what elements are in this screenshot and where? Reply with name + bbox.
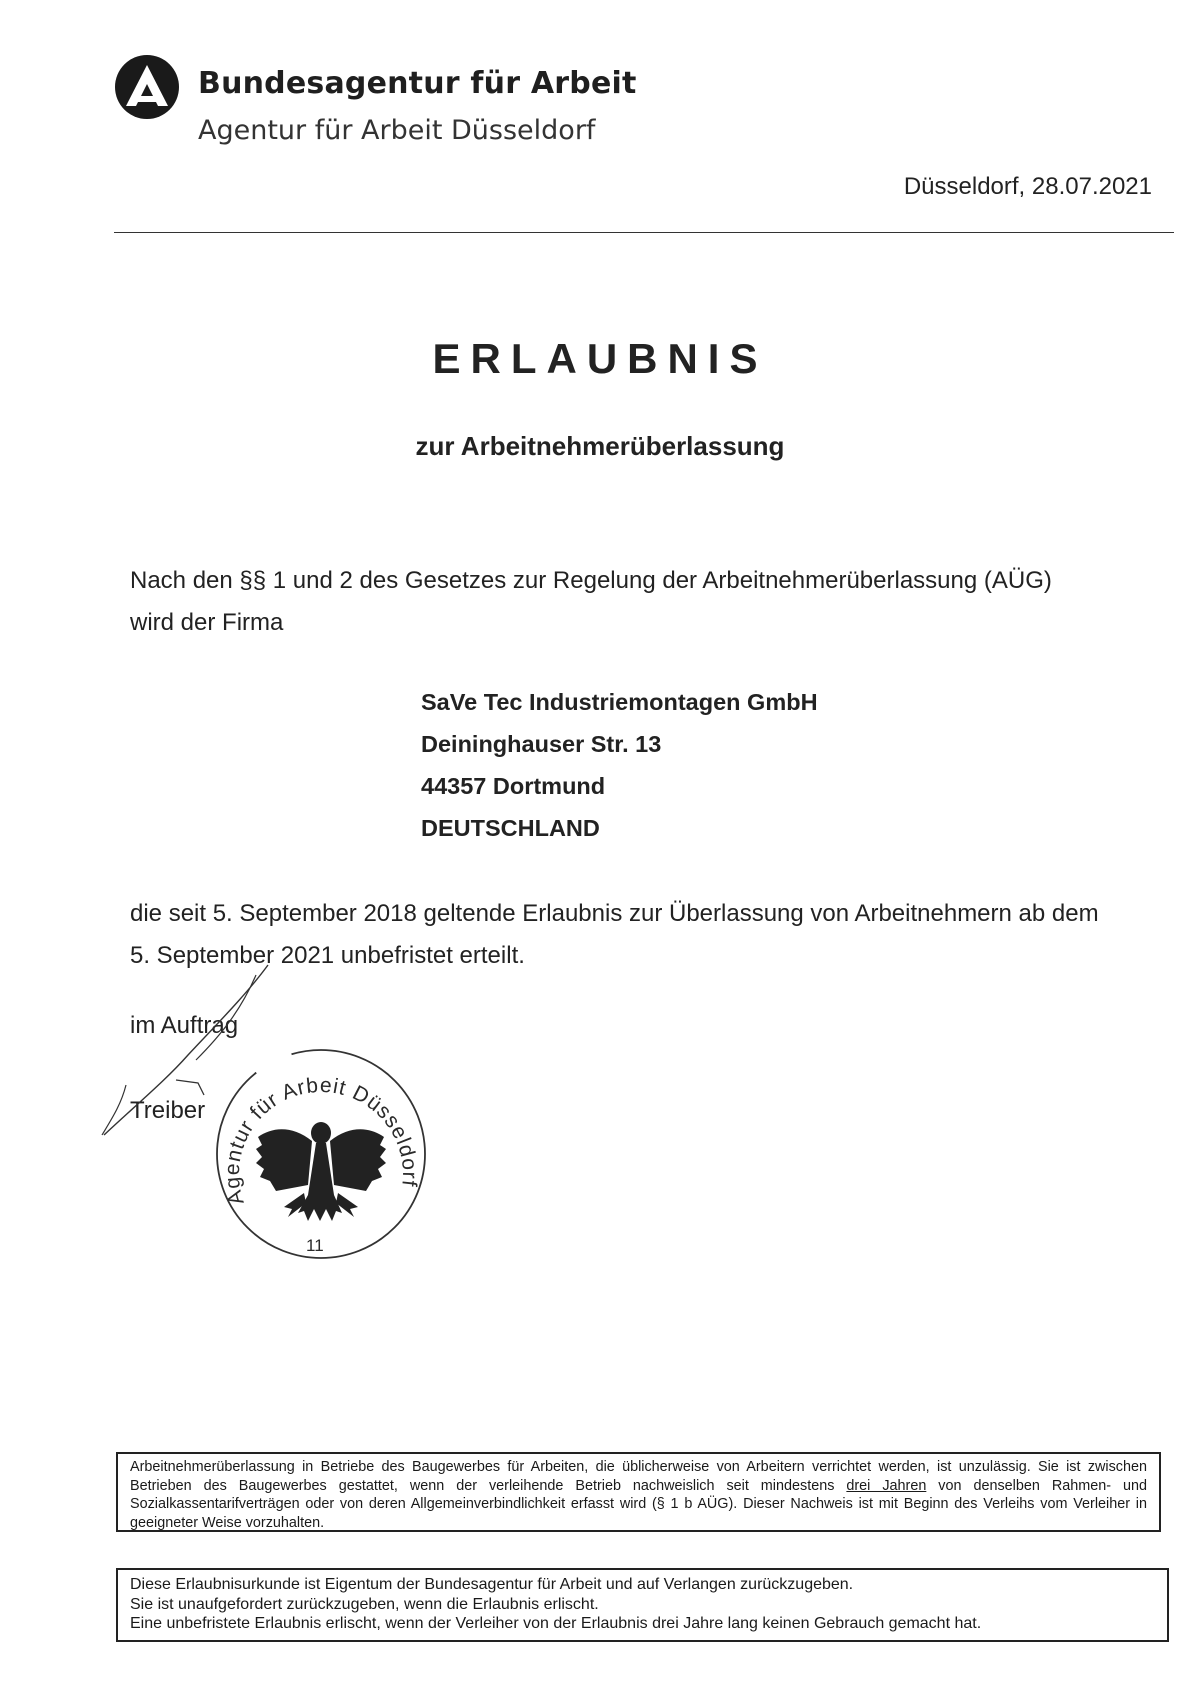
- ba-logo-icon: [114, 54, 180, 120]
- document-subtitle: zur Arbeitnehmerüberlassung: [415, 431, 785, 461]
- grant-line-2: 5. September 2021 unbefristet erteilt.: [130, 942, 525, 969]
- company-country: DEUTSCHLAND: [421, 815, 600, 841]
- ownership-notice-box: [116, 1568, 1169, 1642]
- place-and-date: Düsseldorf, 28.07.2021: [903, 173, 1152, 200]
- intro-line-2: wird der Firma: [130, 609, 284, 636]
- company-city: 44357 Dortmund: [421, 773, 606, 799]
- signatory-name: Treiber: [130, 1097, 206, 1124]
- header-divider: [114, 232, 1174, 233]
- seal-ring-text: Agentur für Arbeit Düsseldorf: [220, 1073, 422, 1208]
- company-name: SaVe Tec Industriemontagen GmbH: [421, 689, 818, 715]
- seal-number: 11: [306, 1236, 324, 1255]
- company-street: Deininghauser Str. 13: [421, 731, 662, 757]
- federal-eagle-icon: [256, 1122, 386, 1221]
- organization-name: Bundesagentur für Arbeit: [198, 66, 637, 101]
- organization-subunit: Agentur für Arbeit Düsseldorf: [198, 115, 596, 146]
- grant-line-1: die seit 5. September 2018 geltende Erlaubnis zur Überlassung von Arbeitnehmern ab dem: [130, 900, 1099, 927]
- intro-line-1: Nach den §§ 1 und 2 des Gesetzes zur Regelung der Arbeitnehmerüberlassung (AÜG): [130, 567, 1052, 594]
- construction-notice-box: [116, 1452, 1161, 1532]
- official-seal: [212, 1045, 430, 1263]
- ownership-notice-line-2: Sie ist unaufgefordert zurückzugeben, wenn die Erlaubnis erlischt.: [130, 1595, 599, 1613]
- document-title: ERLAUBNIS: [432, 335, 768, 382]
- ownership-notice-line-1: Diese Erlaubnisurkunde ist Eigentum der Bundesagentur für Arbeit und auf Verlangen zurückzugeben.: [130, 1576, 854, 1593]
- underlined-term: drei Jahren: [846, 1477, 927, 1494]
- on-behalf-label: im Auftrag: [130, 1012, 239, 1039]
- ownership-notice-line-3: Eine unbefristete Erlaubnis erlischt, wenn der Verleiher von der Erlaubnis drei Jahre lang keinen Gebrauch gemacht hat.: [130, 1615, 982, 1632]
- construction-notice-text: Arbeitnehmerüberlassung in Betriebe des Baugewerbes für Arbeiten, die üblicherweise von Arbeitern verrichtet werden, ist unzulässig. Sie ist zwischen Betrieben des Baugewerbes gestattet, wenn der verleihende Betrieb nachweislich seit mindestens drei Jahren von denselben Rahmen- und Sozialkassentarifverträgen oder von deren Allgemeinverbindlichkeit erfasst wird (§ 1 b AÜG). Dieser Nachweis ist mit Beginn des Verleihs vom Verleiher in geeigneter Weise vorzuhalten.: [130, 1459, 1148, 1531]
